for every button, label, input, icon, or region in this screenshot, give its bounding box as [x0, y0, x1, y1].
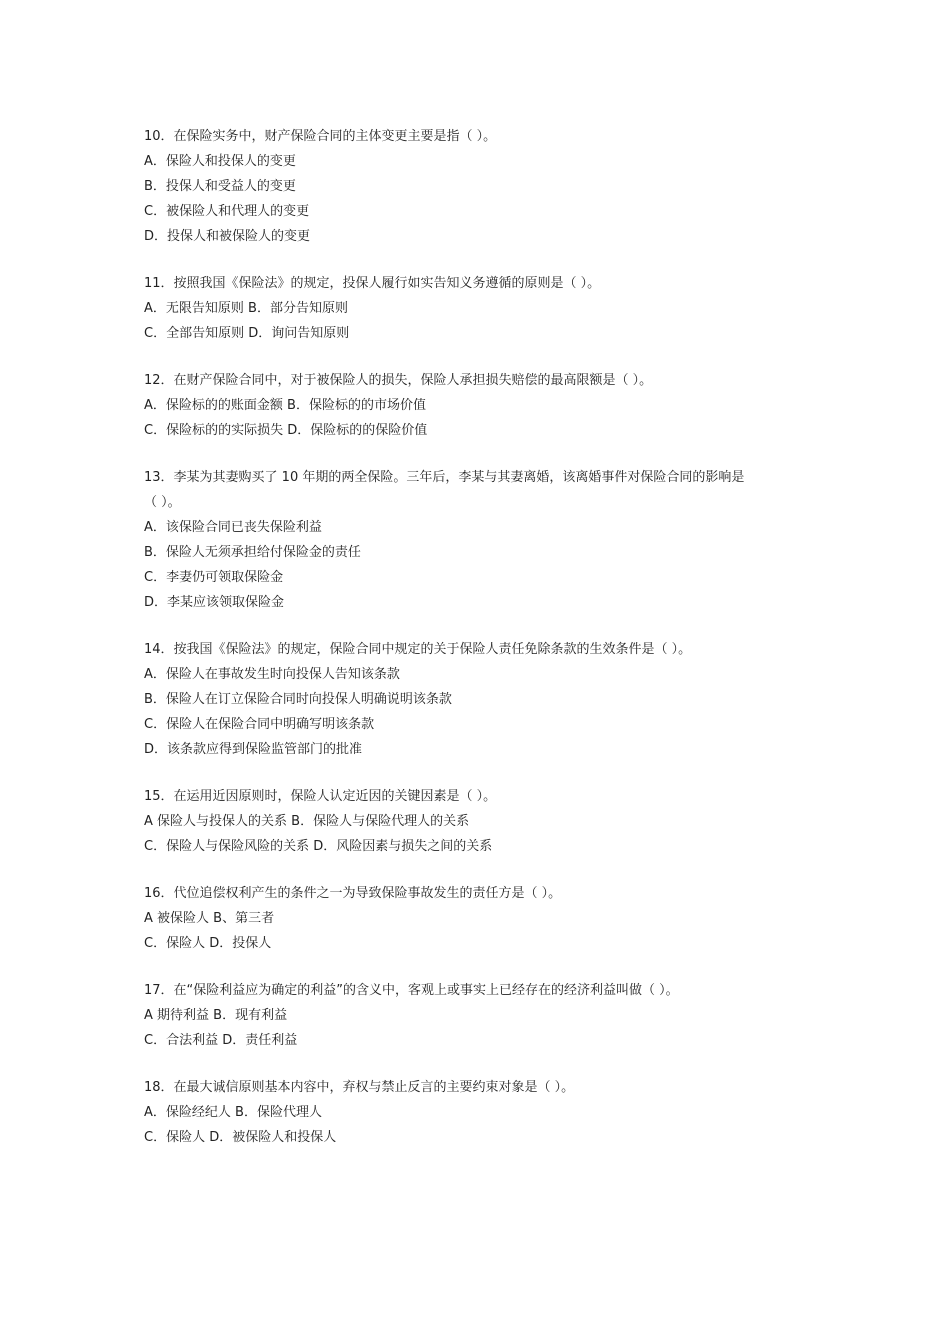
- question-stem: 17．在“保险利益应为确定的利益”的含义中，客观上或事实上已经存在的经济利益叫做（ ）。: [144, 983, 679, 998]
- document-page: [144, 124, 814, 1172]
- option: A．无限告知原则 B．部分告知原则: [144, 301, 348, 316]
- option: D．李某应该领取保险金: [144, 595, 285, 610]
- option: C．全部告知原则 D．询问告知原则: [144, 326, 350, 341]
- question-stem: 10．在保险实务中，财产保险合同的主体变更主要是指（ ）。: [144, 129, 497, 144]
- question-15: [144, 784, 814, 859]
- question-11: [144, 271, 814, 346]
- question-stem: 13．李某为其妻购买了 10 年期的两全保险。三年后，李某与其妻离婚，该离婚事件对保险合同的影响是: [144, 470, 745, 485]
- question-stem: 18．在最大诚信原则基本内容中，弃权与禁止反言的主要约束对象是（ ）。: [144, 1080, 575, 1095]
- option: A．保险人在事故发生时向投保人告知该条款: [144, 667, 400, 682]
- option: D．投保人和被保险人的变更: [144, 229, 311, 244]
- question-12: [144, 368, 814, 443]
- option: C．保险人 D．投保人: [144, 936, 272, 951]
- option: C．保险人在保险合同中明确写明该条款: [144, 717, 375, 732]
- question-14: [144, 637, 814, 762]
- option: A 期待利益 B．现有利益: [144, 1008, 288, 1023]
- question-stem-continuation: （ ）。: [144, 495, 181, 510]
- option: A．保险经纪人 B．保险代理人: [144, 1105, 322, 1120]
- question-13: [144, 465, 814, 615]
- option: C．保险标的的实际损失 D．保险标的的保险价值: [144, 423, 428, 438]
- question-16: [144, 881, 814, 956]
- option: D．该条款应得到保险监管部门的批准: [144, 742, 363, 757]
- option: A．该保险合同已丧失保险利益: [144, 520, 322, 535]
- question-stem: 15．在运用近因原则时，保险人认定近因的关键因素是（ ）。: [144, 789, 497, 804]
- question-10: [144, 124, 814, 249]
- question-17: [144, 978, 814, 1053]
- option: A．保险人和投保人的变更: [144, 154, 296, 169]
- question-stem: 11．按照我国《保险法》的规定，投保人履行如实告知义务遵循的原则是（ ）。: [144, 276, 601, 291]
- option: C．李妻仍可领取保险金: [144, 570, 284, 585]
- option: C．合法利益 D．责任利益: [144, 1033, 298, 1048]
- option: B．保险人无须承担给付保险金的责任: [144, 545, 361, 560]
- option: C．保险人与保险风险的关系 D．风险因素与损失之间的关系: [144, 839, 493, 854]
- question-stem: 16．代位追偿权利产生的条件之一为导致保险事故发生的责任方是（ ）。: [144, 886, 562, 901]
- option: C．保险人 D．被保险人和投保人: [144, 1130, 337, 1145]
- question-18: [144, 1075, 814, 1150]
- option: B．投保人和受益人的变更: [144, 179, 296, 194]
- question-stem: 12．在财产保险合同中，对于被保险人的损失，保险人承担损失赔偿的最高限额是（ ）。: [144, 373, 653, 388]
- option: B．保险人在订立保险合同时向投保人明确说明该条款: [144, 692, 452, 707]
- option: C．被保险人和代理人的变更: [144, 204, 310, 219]
- option: A 保险人与投保人的关系 B．保险人与保险代理人的关系: [144, 814, 470, 829]
- option: A．保险标的的账面金额 B．保险标的的市场价值: [144, 398, 426, 413]
- option: A 被保险人 B、第三者: [144, 911, 275, 926]
- question-stem: 14．按我国《保险法》的规定，保险合同中规定的关于保险人责任免除条款的生效条件是（ ）。: [144, 642, 692, 657]
